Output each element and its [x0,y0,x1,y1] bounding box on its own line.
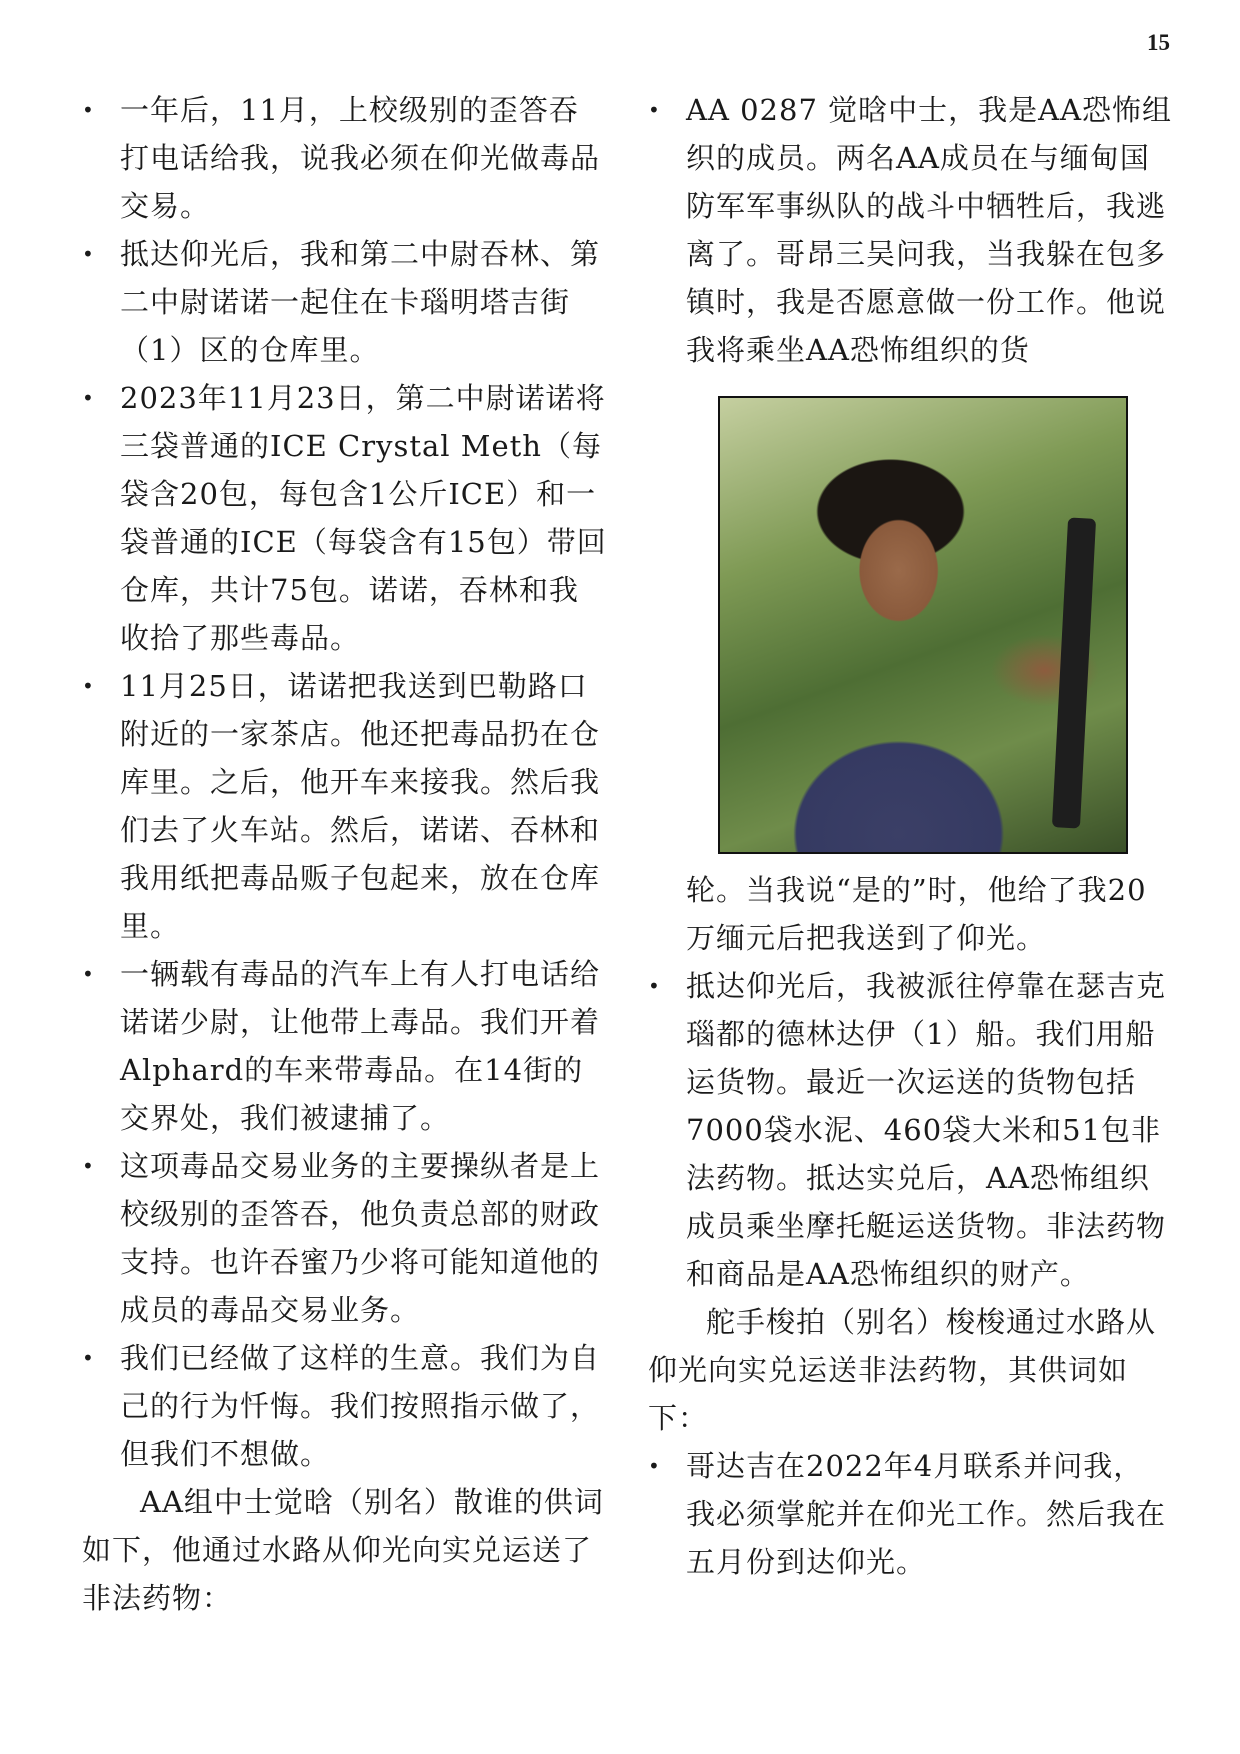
list-item: • 抵达仰光后，我被派往停靠在瑟吉克瑙都的德林达伊（1）船。我们用船运货物。最近一次运送的货物包括7000袋水泥、460袋大米和51包非法药物。抵达实兑后，AA恐怖组织成员乘坐摩托艇运送货物。非法药物和商品是AA恐怖组织的财产。 [648,962,1172,1298]
left-column [82,86,608,1622]
right-bullet-list-1 [648,86,1172,374]
list-item: • 11月25日，诺诺把我送到巴勒路口附近的一家茶店。他还把毒品扔在仓库里。之后，他开车来接我。然后我们去了火车站。然后，诺诺、吞林和我用纸把毒品贩子包起来，放在仓库里。 [82,662,608,950]
list-item: • 抵达仰光后，我和第二中尉吞林、第二中尉诺诺一起住在卡瑙明塔吉街（1）区的仓库里。 [82,230,608,374]
list-item: • 哥达吉在2022年4月联系并问我，我必须掌舵并在仰光工作。然后我在五月份到达仰光。 [648,1442,1172,1586]
right-intro-paragraph: 舵手梭拍（别名）梭梭通过水路从仰光向实兑运送非法药物，其供词如下： [648,1305,1157,1435]
page-number: 15 [1147,30,1170,55]
left-intro-paragraph: AA组中士觉晗（别名）散谁的供词如下，他通过水路从仰光向实兑运送了非法药物： [82,1485,604,1615]
list-item: • AA 0287 觉晗中士，我是AA恐怖组织的成员。两名AA成员在与缅甸国防军军事纵队的战斗中牺牲后，我逃离了。哥昂三吴问我，当我躲在包多镇时，我是否愿意做一份工作。他说我将乘坐AA恐怖组织的货 [648,86,1172,374]
list-item: • 这项毒品交易业务的主要操纵者是上校级别的歪答吞，他负责总部的财政支持。也许吞蜜乃少将可能知道他的成员的毒品交易业务。 [82,1142,608,1334]
right-bullet-list-3 [648,1442,1172,1586]
list-item: • 一年后，11月，上校级别的歪答吞打电话给我，说我必须在仰光做毒品交易。 [82,86,608,230]
right-column [648,86,1172,1586]
person-photo [718,396,1128,854]
left-bullet-list [82,86,608,1478]
list-item: • 一辆载有毒品的汽车上有人打电话给诺诺少尉，让他带上毒品。我们开着Alphard的车来带毒品。在14街的交界处，我们被逮捕了。 [82,950,608,1142]
list-item-continuation: 轮。当我说“是的”时，他给了我20万缅元后把我送到了仰光。 [686,873,1147,955]
list-item: • 我们已经做了这样的生意。我们为自己的行为忏悔。我们按照指示做了，但我们不想做。 [82,1334,608,1478]
right-bullet-list-2 [648,962,1172,1298]
list-item: • 2023年11月23日，第二中尉诺诺将三袋普通的ICE Crystal Meth（每袋含20包，每包含1公斤ICE）和一袋普通的ICE（每袋含有15包）带回仓库，共计75包。诺诺，吞林和我收拾了那些毒品。 [82,374,608,662]
